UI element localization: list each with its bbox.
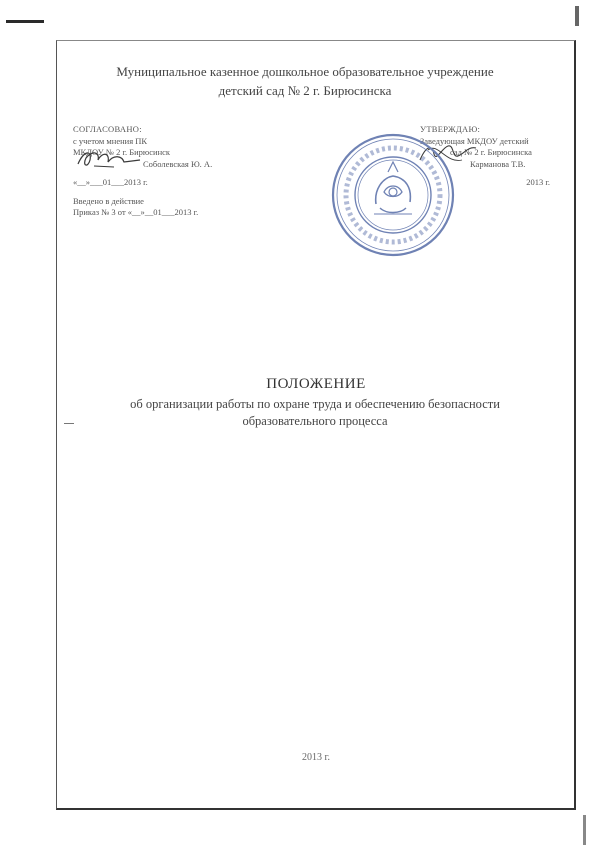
agreed-date: «__»___01___2013 г. bbox=[73, 177, 148, 187]
agreed-heading: СОГЛАСОВАНО: bbox=[73, 124, 142, 134]
order-number: Приказ № 3 от «__»__01___2013 г. bbox=[73, 207, 199, 217]
scan-mark bbox=[575, 6, 579, 26]
approved-signer: Карманова Т.В. bbox=[470, 158, 526, 169]
approved-text: сад № 2 г. Бирюсинска bbox=[450, 147, 532, 157]
agreed-signer: Соболевская Ю. А. bbox=[143, 158, 213, 169]
organization-header bbox=[70, 62, 540, 100]
document-subtitle bbox=[70, 396, 560, 430]
subtitle-line: образовательного процесса bbox=[242, 414, 388, 428]
scan-mark bbox=[583, 815, 586, 845]
official-seal bbox=[330, 132, 456, 258]
org-name-line: Муниципальное казенное дошкольное образовательное учреждение bbox=[116, 64, 494, 79]
agreed-text: с учетом мнения ПК bbox=[73, 135, 148, 146]
agreed-text: МКДОУ № 2 г. Бирюсинск bbox=[73, 147, 171, 157]
signature-left bbox=[74, 146, 144, 172]
approved-heading: УТВЕРЖДАЮ: bbox=[420, 124, 481, 134]
intro-label: Введено в действие bbox=[73, 195, 144, 206]
subtitle-line: об организации работы по охране труда и обеспечению безопасности bbox=[130, 397, 500, 411]
approved-date: 2013 г. bbox=[526, 177, 550, 187]
document-title: ПОЛОЖЕНИЕ bbox=[266, 376, 366, 392]
scan-mark bbox=[6, 20, 44, 23]
approved-text: Заведующая МКДОУ детский bbox=[420, 135, 529, 146]
org-name-line: детский сад № 2 г. Бирюсинска bbox=[218, 83, 392, 98]
document-year: 2013 г. bbox=[302, 752, 330, 763]
